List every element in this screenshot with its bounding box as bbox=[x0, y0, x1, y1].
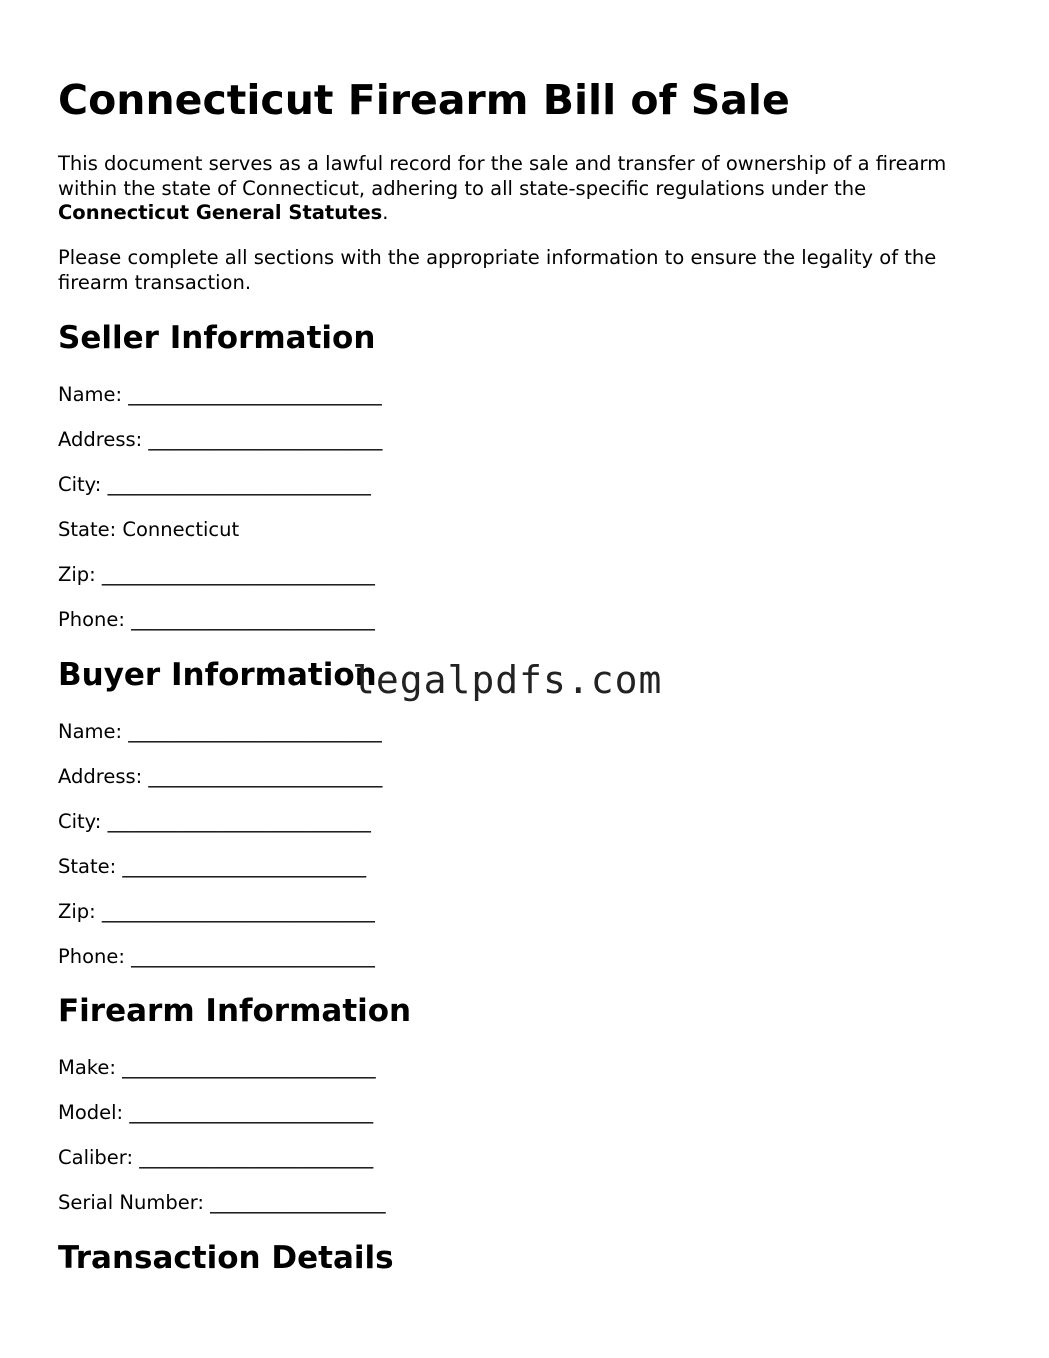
buyer-phone-field: Phone: _________________________ bbox=[58, 945, 375, 968]
watermark: legalpdfs.com bbox=[352, 658, 663, 702]
firearm-caliber-field: Caliber: ________________________ bbox=[58, 1146, 374, 1169]
buyer-address-field: Address: ________________________ bbox=[58, 765, 383, 788]
intro-text: This document serves as a lawful record for the sale and transfer of ownership of a firearm within the state of Connecticut, adhering to all state-specific regulations under the bbox=[58, 152, 947, 200]
firearm-make-field: Make: __________________________ bbox=[58, 1056, 376, 1079]
document-title: Connecticut Firearm Bill of Sale bbox=[58, 76, 790, 124]
buyer-state-field: State: _________________________ bbox=[58, 855, 367, 878]
intro-paragraph-1 bbox=[58, 152, 998, 226]
firearm-serial-field: Serial Number: __________________ bbox=[58, 1191, 386, 1214]
firearm-model-field: Model: _________________________ bbox=[58, 1101, 374, 1124]
seller-city-field: City: ___________________________ bbox=[58, 473, 371, 496]
firearm-heading: Firearm Information bbox=[58, 993, 412, 1029]
statute-name: Connecticut General Statutes bbox=[58, 201, 383, 224]
seller-phone-field: Phone: _________________________ bbox=[58, 608, 375, 631]
intro-period: . bbox=[382, 201, 389, 224]
seller-address-field: Address: ________________________ bbox=[58, 428, 383, 451]
seller-state-field: State: Connecticut bbox=[58, 518, 240, 541]
buyer-zip-field: Zip: ____________________________ bbox=[58, 900, 375, 923]
transaction-heading: Transaction Details bbox=[58, 1240, 394, 1276]
seller-heading: Seller Information bbox=[58, 320, 376, 356]
buyer-name-field: Name: __________________________ bbox=[58, 720, 382, 743]
seller-name-field: Name: __________________________ bbox=[58, 383, 382, 406]
seller-zip-field: Zip: ____________________________ bbox=[58, 563, 375, 586]
buyer-city-field: City: ___________________________ bbox=[58, 810, 371, 833]
intro-paragraph-2: Please complete all sections with the appropriate information to ensure the legality of the firearm transaction. bbox=[58, 246, 937, 294]
buyer-heading: Buyer Information bbox=[58, 657, 377, 693]
